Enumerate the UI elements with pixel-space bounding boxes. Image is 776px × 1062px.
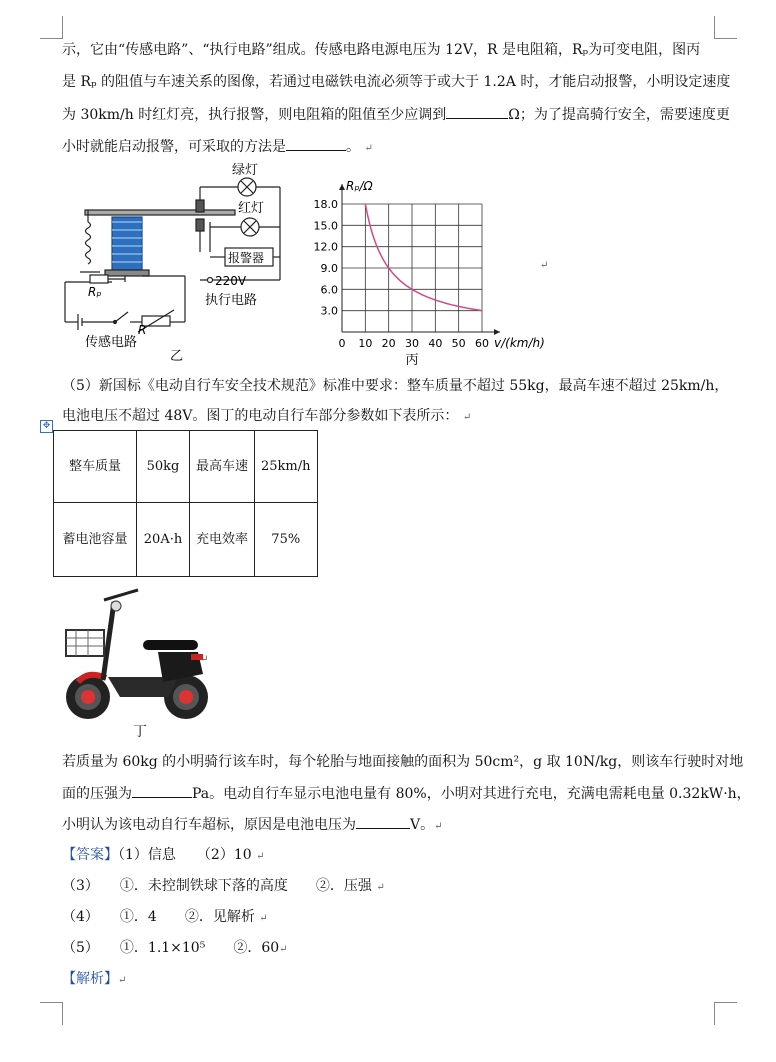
alarm-label: 报警器 [228,251,265,265]
y-tick-label: 6.0 [320,283,338,297]
table-cell: 75% [255,503,318,577]
y-tick-label: 12.0 [313,240,338,254]
x-tick-label: 60 [475,337,489,350]
crop-mark-top-right [714,16,737,39]
rp-label: Rₚ [88,285,102,299]
analysis-line: 【解析】↵ [62,971,127,987]
y-tick-label: 15.0 [313,219,338,233]
crop-mark-top-left [40,16,63,39]
circuit-diagram [60,162,300,362]
rp-curve-line [365,204,482,311]
exec-circuit-label: 执行电路 [205,293,258,308]
table-move-handle-icon[interactable]: ✥ [40,420,53,433]
answer-blank[interactable] [286,136,346,151]
x-tick-label: 0 [338,337,346,350]
x-tick-label: 20 [381,337,396,350]
crop-mark-bottom-left [40,1002,63,1025]
x-tick-label: 50 [451,337,466,350]
crop-mark-bottom-right [714,1002,737,1025]
return-mark: ↵ [540,260,549,271]
return-mark: ↵ [200,654,209,665]
paragraph-line-3: 为 30km/h 时红灯亮，执行报警，则电阻箱的阻值至少应调到 Ω；为了提高骑行安全，需要速度更 [62,104,730,125]
answer-blank[interactable] [356,814,410,829]
sensor-circuit-label: 传感电路 [85,335,138,350]
spec-table [53,430,318,577]
rp-speed-chart [300,180,545,365]
voltage-label: 220V [215,274,247,288]
question-line-3: 小明认为该电动自行车超标，原因是电池电压为 V。↵ [62,814,443,837]
table-cell: 50kg [137,431,190,503]
figure-label-bing: 丙 [405,353,419,365]
y-axis-arrow [339,184,345,190]
answer-blank[interactable] [446,104,508,119]
answer-line-2: （3） ①．未控制铁球下落的高度 ②．压强 ↵ [62,878,385,894]
answer-line-1: 【答案】（1）信息 （2）10 ↵ [62,847,265,863]
answer-line-4: （5） ①．1.1×10⁵ ②．60↵ [62,940,288,956]
x-tick-label: 10 [358,337,373,350]
red-lamp-label: 红灯 [238,201,265,216]
table-cell: 20A·h [137,503,190,577]
y-tick-label: 3.0 [320,304,338,318]
section5-line-1: （5）新国标《电动自行车安全技术规范》标准中要求：整车质量不超过 55kg，最高车速不超过 25km/h， [62,378,729,394]
x-tick-label: 40 [428,337,443,350]
paragraph-line-1: 示，它由“传感电路”、“执行电路”组成。传感电路电源电压为 12V，R 是电阻箱，Rₚ为可变电阻，图丙 [62,42,701,58]
section5-line-2: 电池电压不超过 48V。图丁的电动自行车部分参数如下表所示： ↵ [62,408,472,424]
y-tick-label: 18.0 [313,198,338,211]
figure-label-ding: 丁 [133,724,147,740]
x-axis-label: v/(km/h) [494,336,545,350]
paragraph-line-4: 小时就能启动报警，可采取的方法是 。 ↵ [62,136,373,159]
answer-blank[interactable] [132,783,192,798]
green-lamp-label: 绿灯 [232,163,259,178]
y-tick-label: 9.0 [320,262,338,275]
table-row [54,431,318,503]
x-axis-arrow [494,329,500,335]
table-cell: 充电效率 [190,503,255,577]
paragraph-line-2: 是 Rₚ 的阻值与车速关系的图像，若通过电磁铁电流必须等于或大于 1.2A 时，才能启动报警，小明设定速度 [62,74,731,90]
analysis-tag: 【解析】 [62,971,118,987]
question-line-1: 若质量为 60kg 的小明骑行该车时，每个轮胎与地面接触的面积为 50cm²，g 取 10N/kg，则该车行驶时对地 [62,754,744,770]
figure-label-yi: 乙 [170,349,184,362]
table-cell: 25km/h [255,431,318,503]
x-tick-label: 30 [405,337,419,350]
table-cell: 蓄电池容量 [54,503,137,577]
table-cell: 整车质量 [54,431,137,503]
answer-line-3: （4） ①．4 ②．见解析 ↵ [62,909,268,925]
table-row [54,503,318,577]
electric-bike-picture [58,582,218,727]
question-line-2: 面的压强为 Pa。电动自行车显示电池电量有 80%，小明对其进行充电，充满电需耗电量 0.32kW·h， [62,783,751,804]
y-axis-label: Rₚ/Ω [346,180,373,193]
answer-tag: 【答案】 [62,847,118,863]
table-cell: 最高车速 [190,431,255,503]
r-label: R [138,323,147,337]
